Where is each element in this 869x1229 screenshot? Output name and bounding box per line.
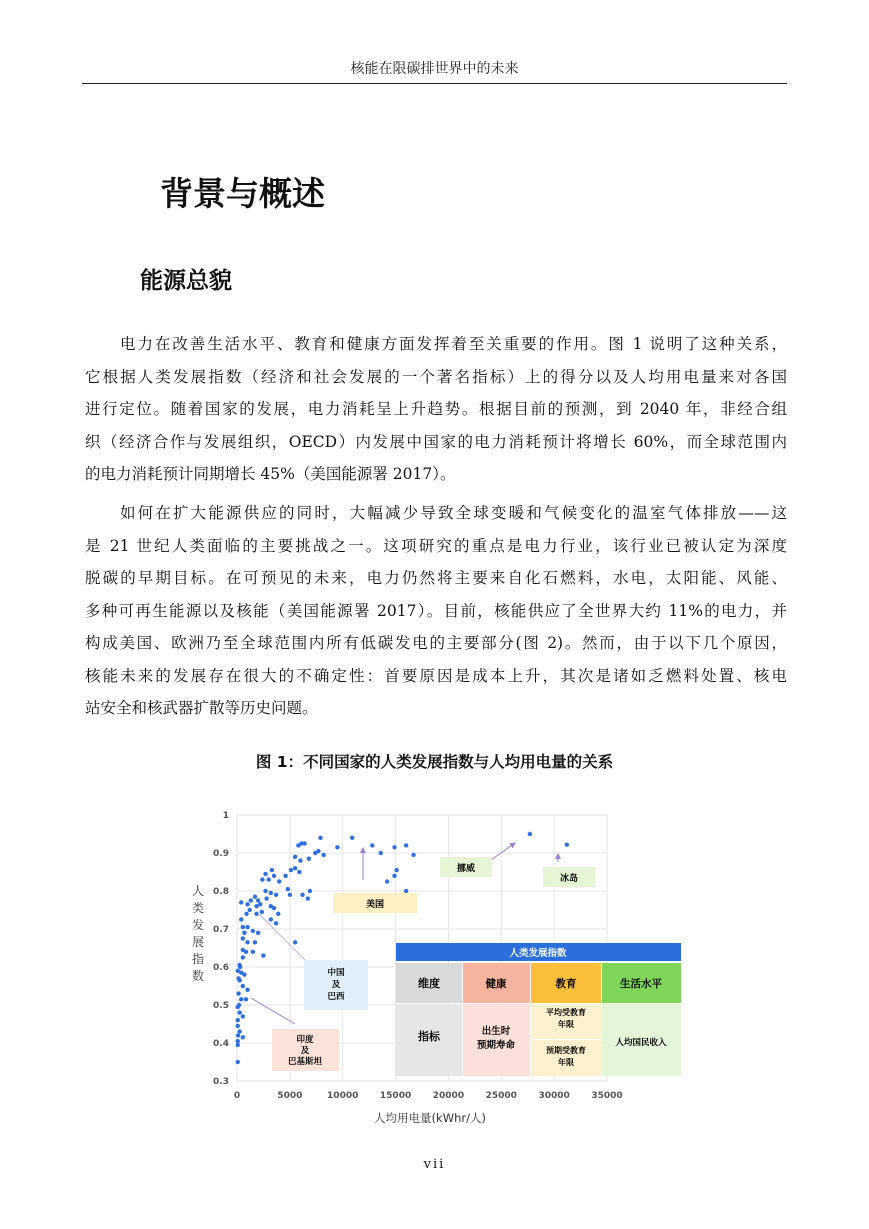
y-tick-label: 0.3 bbox=[213, 1077, 229, 1087]
y-tick-label: 0.4 bbox=[213, 1039, 229, 1049]
data-point bbox=[256, 898, 260, 902]
data-point bbox=[308, 889, 312, 893]
data-point bbox=[286, 887, 290, 891]
data-point bbox=[269, 917, 273, 921]
data-point bbox=[236, 976, 240, 980]
data-point bbox=[297, 870, 301, 874]
data-point bbox=[245, 988, 249, 992]
svg-text:及: 及 bbox=[331, 980, 341, 990]
data-point bbox=[565, 842, 569, 846]
y-tick-label: 1 bbox=[222, 811, 229, 821]
data-point bbox=[302, 841, 306, 845]
y-tick-label: 0.8 bbox=[213, 887, 229, 897]
data-point bbox=[241, 955, 245, 959]
data-point bbox=[253, 940, 257, 944]
svg-text:挪威: 挪威 bbox=[456, 864, 476, 874]
svg-text:年限: 年限 bbox=[558, 1020, 574, 1029]
data-point bbox=[293, 866, 297, 870]
text-line: 进行定位。随着国家的发展，电力消耗呈上升趋势。根据目前的预测，到 2040 年，非经合组 bbox=[85, 400, 787, 418]
y-tick-label: 0.7 bbox=[213, 925, 229, 935]
y-tick-label: 0.6 bbox=[213, 963, 229, 973]
hdi-table-title: 人类发展指数 bbox=[509, 948, 567, 959]
data-point bbox=[379, 851, 383, 855]
data-point bbox=[241, 925, 245, 929]
data-point bbox=[293, 855, 297, 859]
data-point bbox=[404, 889, 408, 893]
x-tick-label: 0 bbox=[233, 1091, 241, 1101]
data-point bbox=[392, 874, 396, 878]
data-point bbox=[260, 877, 264, 881]
data-point bbox=[350, 836, 354, 840]
data-point bbox=[236, 1060, 240, 1064]
data-point bbox=[244, 912, 248, 916]
data-point bbox=[260, 910, 264, 914]
data-point bbox=[236, 991, 240, 995]
data-point bbox=[272, 874, 276, 878]
text-line: 多种可再生能源以及核能（美国能源署 2017）。目前，核能供应了全世界大约 11%的电力，并 bbox=[85, 601, 787, 620]
svg-text:巴基斯坦: 巴基斯坦 bbox=[287, 1057, 323, 1067]
svg-text:印度: 印度 bbox=[296, 1035, 314, 1045]
running-head: 核能在限碳排世界中的未来 bbox=[350, 61, 519, 77]
text-line: 它根据人类发展指数（经济和社会发展的一个著名指标）上的得分以及人均用电量来对各国 bbox=[85, 367, 787, 386]
data-point bbox=[306, 896, 310, 900]
data-point bbox=[244, 950, 248, 954]
data-point bbox=[251, 929, 255, 933]
data-point bbox=[236, 1039, 240, 1043]
data-point bbox=[258, 902, 262, 906]
data-point bbox=[335, 845, 339, 849]
data-point bbox=[241, 1035, 245, 1039]
svg-text:维度: 维度 bbox=[418, 977, 440, 990]
data-point bbox=[263, 889, 267, 893]
data-point bbox=[289, 868, 293, 872]
text-line: 如何在扩大能源供应的同时，大幅减少导致全球变暖和气候变化的温室气体排放——这 bbox=[120, 504, 787, 522]
chapter-title: 背景与概述 bbox=[160, 174, 325, 213]
data-point bbox=[238, 965, 242, 969]
svg-text:预期寿命: 预期寿命 bbox=[476, 1040, 516, 1051]
text-line: 构成美国、欧洲乃至全球范围内所有低碳发电的主要部分(图 2)。然而，由于以下几个原因， bbox=[85, 634, 787, 652]
text-line: 是 21 世纪人类面临的主要挑战之一。这项研究的重点是电力行业，该行业已被认定为深度 bbox=[85, 536, 787, 555]
data-point bbox=[245, 940, 249, 944]
x-tick-label: 10000 bbox=[327, 1091, 359, 1101]
data-point bbox=[411, 853, 415, 857]
data-point bbox=[272, 906, 276, 910]
x-tick-label: 5000 bbox=[277, 1091, 303, 1101]
header-rule bbox=[82, 83, 787, 84]
data-point bbox=[394, 868, 398, 872]
data-point bbox=[288, 893, 292, 897]
text-line: 的电力消耗预计同期增长 45%（美国能源署 2017）。 bbox=[85, 465, 456, 483]
figure-caption: 图 1：不同国家的人类发展指数与人均用电量的关系 bbox=[255, 753, 614, 771]
data-point bbox=[241, 1014, 245, 1018]
svg-text:生活水平: 生活水平 bbox=[620, 978, 662, 990]
data-point bbox=[247, 908, 251, 912]
data-point bbox=[236, 1043, 240, 1047]
x-tick-label: 15000 bbox=[379, 1091, 412, 1101]
data-point bbox=[241, 936, 245, 940]
data-point bbox=[242, 972, 246, 976]
data-point bbox=[245, 925, 249, 929]
data-point bbox=[298, 858, 302, 862]
svg-text:健康: 健康 bbox=[485, 978, 507, 990]
text-line: 脱碳的早期目标。在可预见的未来，电力仍然将主要来自化石燃料，水电，太阳能、风能、 bbox=[85, 569, 787, 587]
data-point bbox=[274, 921, 278, 925]
y-tick-label: 0.5 bbox=[213, 1001, 229, 1011]
data-point bbox=[249, 898, 253, 902]
data-point bbox=[528, 832, 532, 836]
paragraph-2 bbox=[85, 497, 787, 725]
y-tick-label: 0.9 bbox=[213, 849, 229, 859]
data-point bbox=[318, 836, 322, 840]
x-tick-label: 30000 bbox=[538, 1091, 570, 1101]
svg-text:教育: 教育 bbox=[555, 978, 577, 990]
data-point bbox=[244, 997, 248, 1001]
data-point bbox=[307, 857, 311, 861]
svg-text:平均受教育: 平均受教育 bbox=[546, 1008, 586, 1017]
data-point bbox=[293, 940, 297, 944]
data-point bbox=[251, 950, 255, 954]
x-tick-label: 20000 bbox=[432, 1091, 465, 1101]
data-point bbox=[277, 879, 281, 883]
data-point bbox=[274, 893, 278, 897]
data-point bbox=[269, 891, 273, 895]
data-point bbox=[236, 1033, 240, 1037]
data-point bbox=[283, 874, 287, 878]
data-point bbox=[370, 843, 374, 847]
svg-text:指标: 指标 bbox=[418, 1030, 440, 1043]
data-point bbox=[237, 1010, 241, 1014]
paragraph-1 bbox=[85, 328, 787, 491]
data-point bbox=[242, 931, 246, 935]
data-point bbox=[270, 868, 274, 872]
hdi-scatter-chart bbox=[180, 800, 700, 1140]
data-point bbox=[239, 917, 243, 921]
data-point bbox=[267, 877, 271, 881]
y-axis-label: 人类发展指数 bbox=[191, 884, 205, 983]
data-point bbox=[256, 931, 260, 935]
text-line: 电力在改善生活水平、教育和健康方面发挥着至关重要的作用。图 1 说明了这种关系， bbox=[120, 335, 787, 353]
data-point bbox=[253, 895, 257, 899]
svg-text:人均国民收入: 人均国民收入 bbox=[615, 1038, 667, 1048]
data-point bbox=[239, 997, 243, 1001]
data-point bbox=[263, 872, 267, 876]
data-point bbox=[237, 1029, 241, 1033]
svg-text:美国: 美国 bbox=[365, 900, 385, 910]
data-point bbox=[404, 843, 408, 847]
svg-text:预期受教育: 预期受教育 bbox=[546, 1046, 586, 1055]
data-point bbox=[236, 1018, 240, 1022]
data-point bbox=[392, 845, 396, 849]
page-number: vii bbox=[423, 1157, 446, 1172]
data-point bbox=[276, 912, 280, 916]
section-title: 能源总貌 bbox=[140, 268, 232, 294]
svg-text:中国: 中国 bbox=[327, 968, 345, 978]
data-point bbox=[316, 849, 320, 853]
data-point bbox=[245, 902, 249, 906]
svg-text:及: 及 bbox=[300, 1046, 310, 1056]
text-line: 站安全和核武器扩散等历史问题。 bbox=[85, 699, 318, 717]
data-point bbox=[385, 879, 389, 883]
text-line: 织（经济合作与发展组织，OECD）内发展中国家的电力消耗预计将增长 60%，而全球范围内 bbox=[85, 432, 787, 451]
x-axis-label: 人均用电量(kWhr/人) bbox=[374, 1111, 486, 1125]
data-point bbox=[241, 984, 245, 988]
data-point bbox=[300, 893, 304, 897]
data-point bbox=[237, 1003, 241, 1007]
svg-text:出生时: 出生时 bbox=[481, 1026, 511, 1037]
data-point bbox=[236, 1024, 240, 1028]
data-point bbox=[321, 853, 325, 857]
x-tick-label: 35000 bbox=[591, 1091, 623, 1101]
data-point bbox=[264, 896, 268, 900]
data-point bbox=[261, 953, 265, 957]
svg-text:年限: 年限 bbox=[558, 1058, 574, 1067]
x-tick-label: 25000 bbox=[485, 1091, 517, 1101]
data-point bbox=[239, 900, 243, 904]
text-line: 核能未来的发展存在很大的不确定性：首要原因是成本上升，其次是诸如乏燃料处置、核电 bbox=[85, 666, 787, 685]
svg-text:巴西: 巴西 bbox=[327, 992, 345, 1002]
svg-text:冰岛: 冰岛 bbox=[559, 874, 579, 884]
